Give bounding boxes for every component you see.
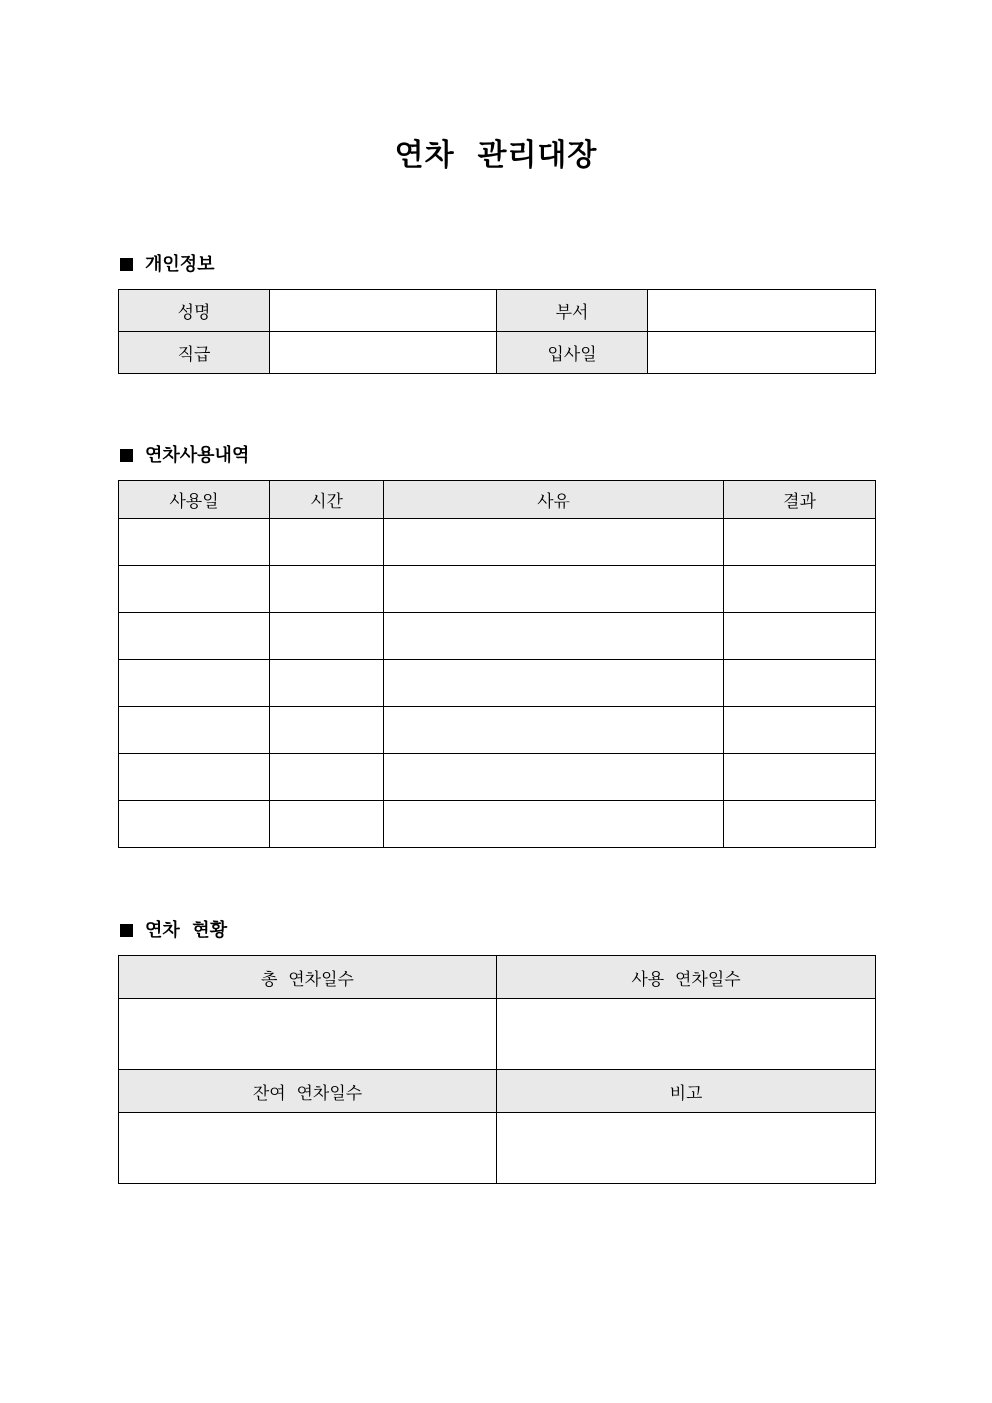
used-leave-days-label: 사용 연차일수 xyxy=(497,956,876,999)
result-cell[interactable] xyxy=(724,613,876,660)
section-title: 연차사용내역 xyxy=(145,445,250,466)
table-header-row xyxy=(119,1070,876,1113)
table-row xyxy=(119,1113,876,1184)
use-date-cell[interactable] xyxy=(119,613,270,660)
table-row xyxy=(119,519,876,566)
section-title: 개인정보 xyxy=(145,254,215,275)
table-row xyxy=(119,999,876,1070)
reason-cell[interactable] xyxy=(384,754,724,801)
time-cell[interactable] xyxy=(270,660,384,707)
time-cell[interactable] xyxy=(270,707,384,754)
position-field[interactable] xyxy=(270,332,497,374)
reason-cell[interactable] xyxy=(384,801,724,848)
section-title: 연차 현황 xyxy=(145,920,228,941)
use-date-cell[interactable] xyxy=(119,801,270,848)
square-bullet-icon xyxy=(120,449,133,462)
column-header-time: 시간 xyxy=(270,481,384,519)
table-row xyxy=(119,707,876,754)
table-header-row xyxy=(119,481,876,519)
personal-info-table xyxy=(118,289,876,374)
name-label: 성명 xyxy=(119,290,270,332)
reason-cell[interactable] xyxy=(384,613,724,660)
result-cell[interactable] xyxy=(724,660,876,707)
use-date-cell[interactable] xyxy=(119,566,270,613)
table-row xyxy=(119,290,876,332)
remaining-leave-days-label: 잔여 연차일수 xyxy=(119,1070,497,1113)
square-bullet-icon xyxy=(120,258,133,271)
time-cell[interactable] xyxy=(270,801,384,848)
table-row xyxy=(119,613,876,660)
leave-usage-table xyxy=(118,480,876,848)
remarks-label: 비고 xyxy=(497,1070,876,1113)
position-label: 직급 xyxy=(119,332,270,374)
column-header-reason: 사유 xyxy=(384,481,724,519)
time-cell[interactable] xyxy=(270,566,384,613)
time-cell[interactable] xyxy=(270,519,384,566)
total-leave-days-label: 총 연차일수 xyxy=(119,956,497,999)
reason-cell[interactable] xyxy=(384,707,724,754)
remaining-leave-days-field[interactable] xyxy=(119,1113,497,1184)
table-header-row xyxy=(119,956,876,999)
total-leave-days-field[interactable] xyxy=(119,999,497,1070)
square-bullet-icon xyxy=(120,924,133,937)
section-heading-leave-usage xyxy=(120,444,249,468)
table-row xyxy=(119,566,876,613)
result-cell[interactable] xyxy=(724,801,876,848)
hire-date-label: 입사일 xyxy=(497,332,648,374)
result-cell[interactable] xyxy=(724,519,876,566)
column-header-use-date: 사용일 xyxy=(119,481,270,519)
table-row xyxy=(119,801,876,848)
use-date-cell[interactable] xyxy=(119,660,270,707)
table-row xyxy=(119,332,876,374)
table-row xyxy=(119,660,876,707)
use-date-cell[interactable] xyxy=(119,754,270,801)
time-cell[interactable] xyxy=(270,613,384,660)
result-cell[interactable] xyxy=(724,754,876,801)
remarks-field[interactable] xyxy=(497,1113,876,1184)
result-cell[interactable] xyxy=(724,707,876,754)
document-title: 연차 관리대장 xyxy=(394,138,598,173)
use-date-cell[interactable] xyxy=(119,707,270,754)
leave-status-table xyxy=(118,955,876,1184)
time-cell[interactable] xyxy=(270,754,384,801)
department-label: 부서 xyxy=(497,290,648,332)
reason-cell[interactable] xyxy=(384,566,724,613)
result-cell[interactable] xyxy=(724,566,876,613)
reason-cell[interactable] xyxy=(384,519,724,566)
use-date-cell[interactable] xyxy=(119,519,270,566)
section-heading-personal-info xyxy=(120,253,215,277)
name-field[interactable] xyxy=(270,290,497,332)
department-field[interactable] xyxy=(648,290,876,332)
reason-cell[interactable] xyxy=(384,660,724,707)
used-leave-days-field[interactable] xyxy=(497,999,876,1070)
section-heading-leave-status xyxy=(120,919,227,943)
column-header-result: 결과 xyxy=(724,481,876,519)
table-row xyxy=(119,754,876,801)
hire-date-field[interactable] xyxy=(648,332,876,374)
